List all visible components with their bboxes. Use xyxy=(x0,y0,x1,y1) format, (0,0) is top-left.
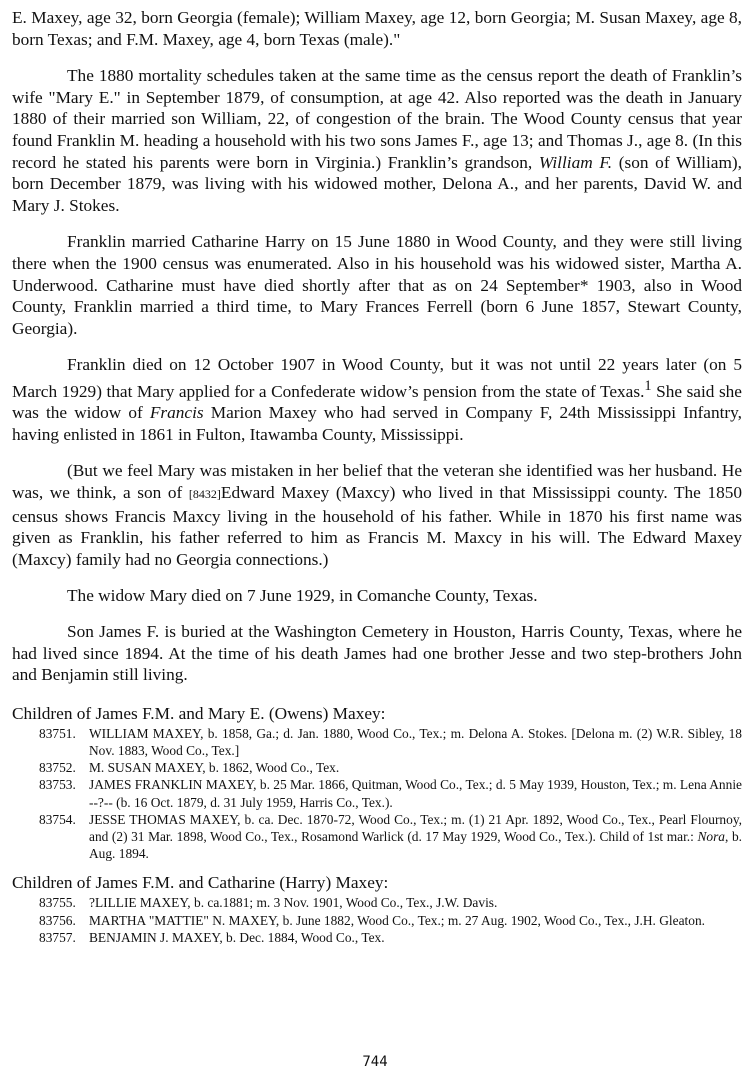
paragraph xyxy=(12,354,742,445)
body-text xyxy=(12,7,742,686)
child-number: 83755. xyxy=(39,895,76,911)
children-group xyxy=(12,703,742,863)
child-number: 83754. xyxy=(39,811,76,827)
text-segment: E. Maxey, age 32, born Georgia (female); William Maxey, age 12, born Georgia; M. Susan Maxey, age 8, born Texas; and F.M. Maxey, age 4, born Texas (male)." xyxy=(12,8,742,49)
document-page xyxy=(12,7,742,946)
child-entry xyxy=(12,725,742,759)
text-segment: , b. Aug. 1894. xyxy=(89,829,742,862)
children-list xyxy=(12,894,742,946)
text-segment: MARTHA "MATTIE" N. MAXEY, b. June 1882, Wood Co., Tex.; m. 27 Aug. 1902, Wood Co., Tex., J.H. Gleaton. xyxy=(89,912,705,928)
paragraph xyxy=(12,7,742,50)
paragraph xyxy=(12,621,742,686)
text-segment: [8432] xyxy=(188,487,221,502)
children-list xyxy=(12,725,742,863)
child-number: 83757. xyxy=(39,929,76,945)
text-segment: Nora xyxy=(697,829,726,845)
text-segment: Son James F. is buried at the Washington Cemetery in Houston, Harris County, Texas, where he had lived since 1894. At the time of his death James had one brother Jesse and two step-brothers John and Benjamin still living. xyxy=(12,622,742,685)
children-heading: Children of James F.M. and Catharine (Harry) Maxey: xyxy=(12,873,389,893)
text-segment: BENJAMIN J. MAXEY, b. Dec. 1884, Wood Co., Tex. xyxy=(89,929,385,945)
children-heading: Children of James F.M. and Mary E. (Owens) Maxey: xyxy=(12,703,386,723)
child-text xyxy=(89,913,705,928)
text-segment: WILLIAM MAXEY, b. 1858, Ga.; d. Jan. 1880, Wood Co., Tex.; m. Delona A. Stokes. [Delona m. (2) W.R. Sibley, 18 Nov. 1883, Wood Co., Tex.] xyxy=(89,725,742,758)
child-text xyxy=(89,760,339,775)
child-entry xyxy=(12,912,742,929)
text-segment: JESSE THOMAS MAXEY, b. ca. Dec. 1870-72, Wood Co., Tex.; m. (1) 21 Apr. 1892, Wood Co., Tex., Pearl Flournoy, and (2) 31 Mar. 1898, Wood Co., Tex., Rosamond Warlick (d. 17 May 1929, Wood Co., Tex.). Child of 1st mar.: xyxy=(89,811,742,845)
paragraph xyxy=(12,585,742,607)
text-segment: She said she was the widow of xyxy=(12,381,742,423)
text-segment: Franklin died on 12 October 1907 in Wood County, but it was not until 22 years later (on 5 March 1929) that Mary applied for a Confederate widow’s pension from the state of Texas. xyxy=(12,355,742,401)
child-text xyxy=(89,726,742,758)
page-number: 744 xyxy=(362,1054,388,1070)
text-segment: M. SUSAN MAXEY, b. 1862, Wood Co., Tex. xyxy=(89,760,340,776)
children-group xyxy=(12,872,742,946)
text-segment: Francis xyxy=(149,403,204,423)
child-entry xyxy=(12,776,742,810)
child-number: 83751. xyxy=(39,725,76,741)
child-text xyxy=(89,812,742,861)
text-segment: The 1880 mortality schedules taken at the same time as the census report the death of Franklin’s wife "Mary E." in September 1879, of consumption, at age 42. Also reported was the death in January 1880 of their married son William, 22, of congestion of the brain. The Wood County census that year found Franklin M. heading a household with his two sons James F., age 13; and Thomas J., age 8. (In this record he stated his parents were born in Virginia.) Franklin’s grandson, xyxy=(12,66,742,172)
child-entry xyxy=(12,894,742,911)
paragraph xyxy=(12,460,742,570)
text-segment: (But we feel Mary was mistaken in her belief that the veteran she identified was her husband. He was, we think, a son of xyxy=(12,461,742,503)
child-number: 83752. xyxy=(39,760,76,776)
child-text xyxy=(89,930,385,945)
paragraph xyxy=(12,231,742,339)
text-segment: William F. xyxy=(538,152,613,172)
child-entry xyxy=(12,929,742,946)
text-segment: (son of William), born December 1879, was living with his widowed mother, Delona A., and her parents, David W. and Mary J. Stokes. xyxy=(12,152,742,215)
child-number: 83756. xyxy=(39,912,76,928)
text-segment: Marion Maxey who had served in Company F, 24th Mississippi Infantry, having enlisted in 1861 in Fulton, Itawamba County, Mississippi. xyxy=(12,403,742,444)
paragraph xyxy=(12,65,742,216)
text-segment: The widow Mary died on 7 June 1929, in Comanche County, Texas. xyxy=(67,586,538,606)
footnote-marker: 1 xyxy=(644,377,652,394)
child-entry xyxy=(12,811,742,863)
child-text xyxy=(89,777,742,809)
text-segment: ?LILLIE MAXEY, b. ca.1881; m. 3 Nov. 1901, Wood Co., Tex., J.W. Davis. xyxy=(89,895,498,911)
text-segment: Edward Maxey (Maxcy) who lived in that Mississippi county. The 1850 census shows Francis Maxcy living in the household of his father. While in 1870 his first name was given as Franklin, his father referred to him as Francis M. Maxcy in his will. The Edward Maxey (Maxcy) family had no Georgia connections.) xyxy=(12,483,743,569)
child-number: 83753. xyxy=(39,777,76,793)
child-text xyxy=(89,895,497,910)
child-entry xyxy=(12,759,742,776)
text-segment: JAMES FRANKLIN MAXEY, b. 25 Mar. 1866, Quitman, Wood Co., Tex.; d. 5 May 1939, Houston, Tex.; m. Lena Annie --?-- (b. 16 Oct. 1879, d. 31 July 1959, Harris Co., Tex.). xyxy=(89,777,742,810)
text-segment: Franklin married Catharine Harry on 15 June 1880 in Wood County, and they were still living there when the 1900 census was enumerated. Also in his household was his widowed sister, Martha A. Underwood. Catharine must have died shortly after that as on 24 September* 1903, also in Wood County, Franklin married a third time, to Mary Frances Ferrell (born 6 June 1857, Stewart County, Georgia). xyxy=(12,232,742,338)
